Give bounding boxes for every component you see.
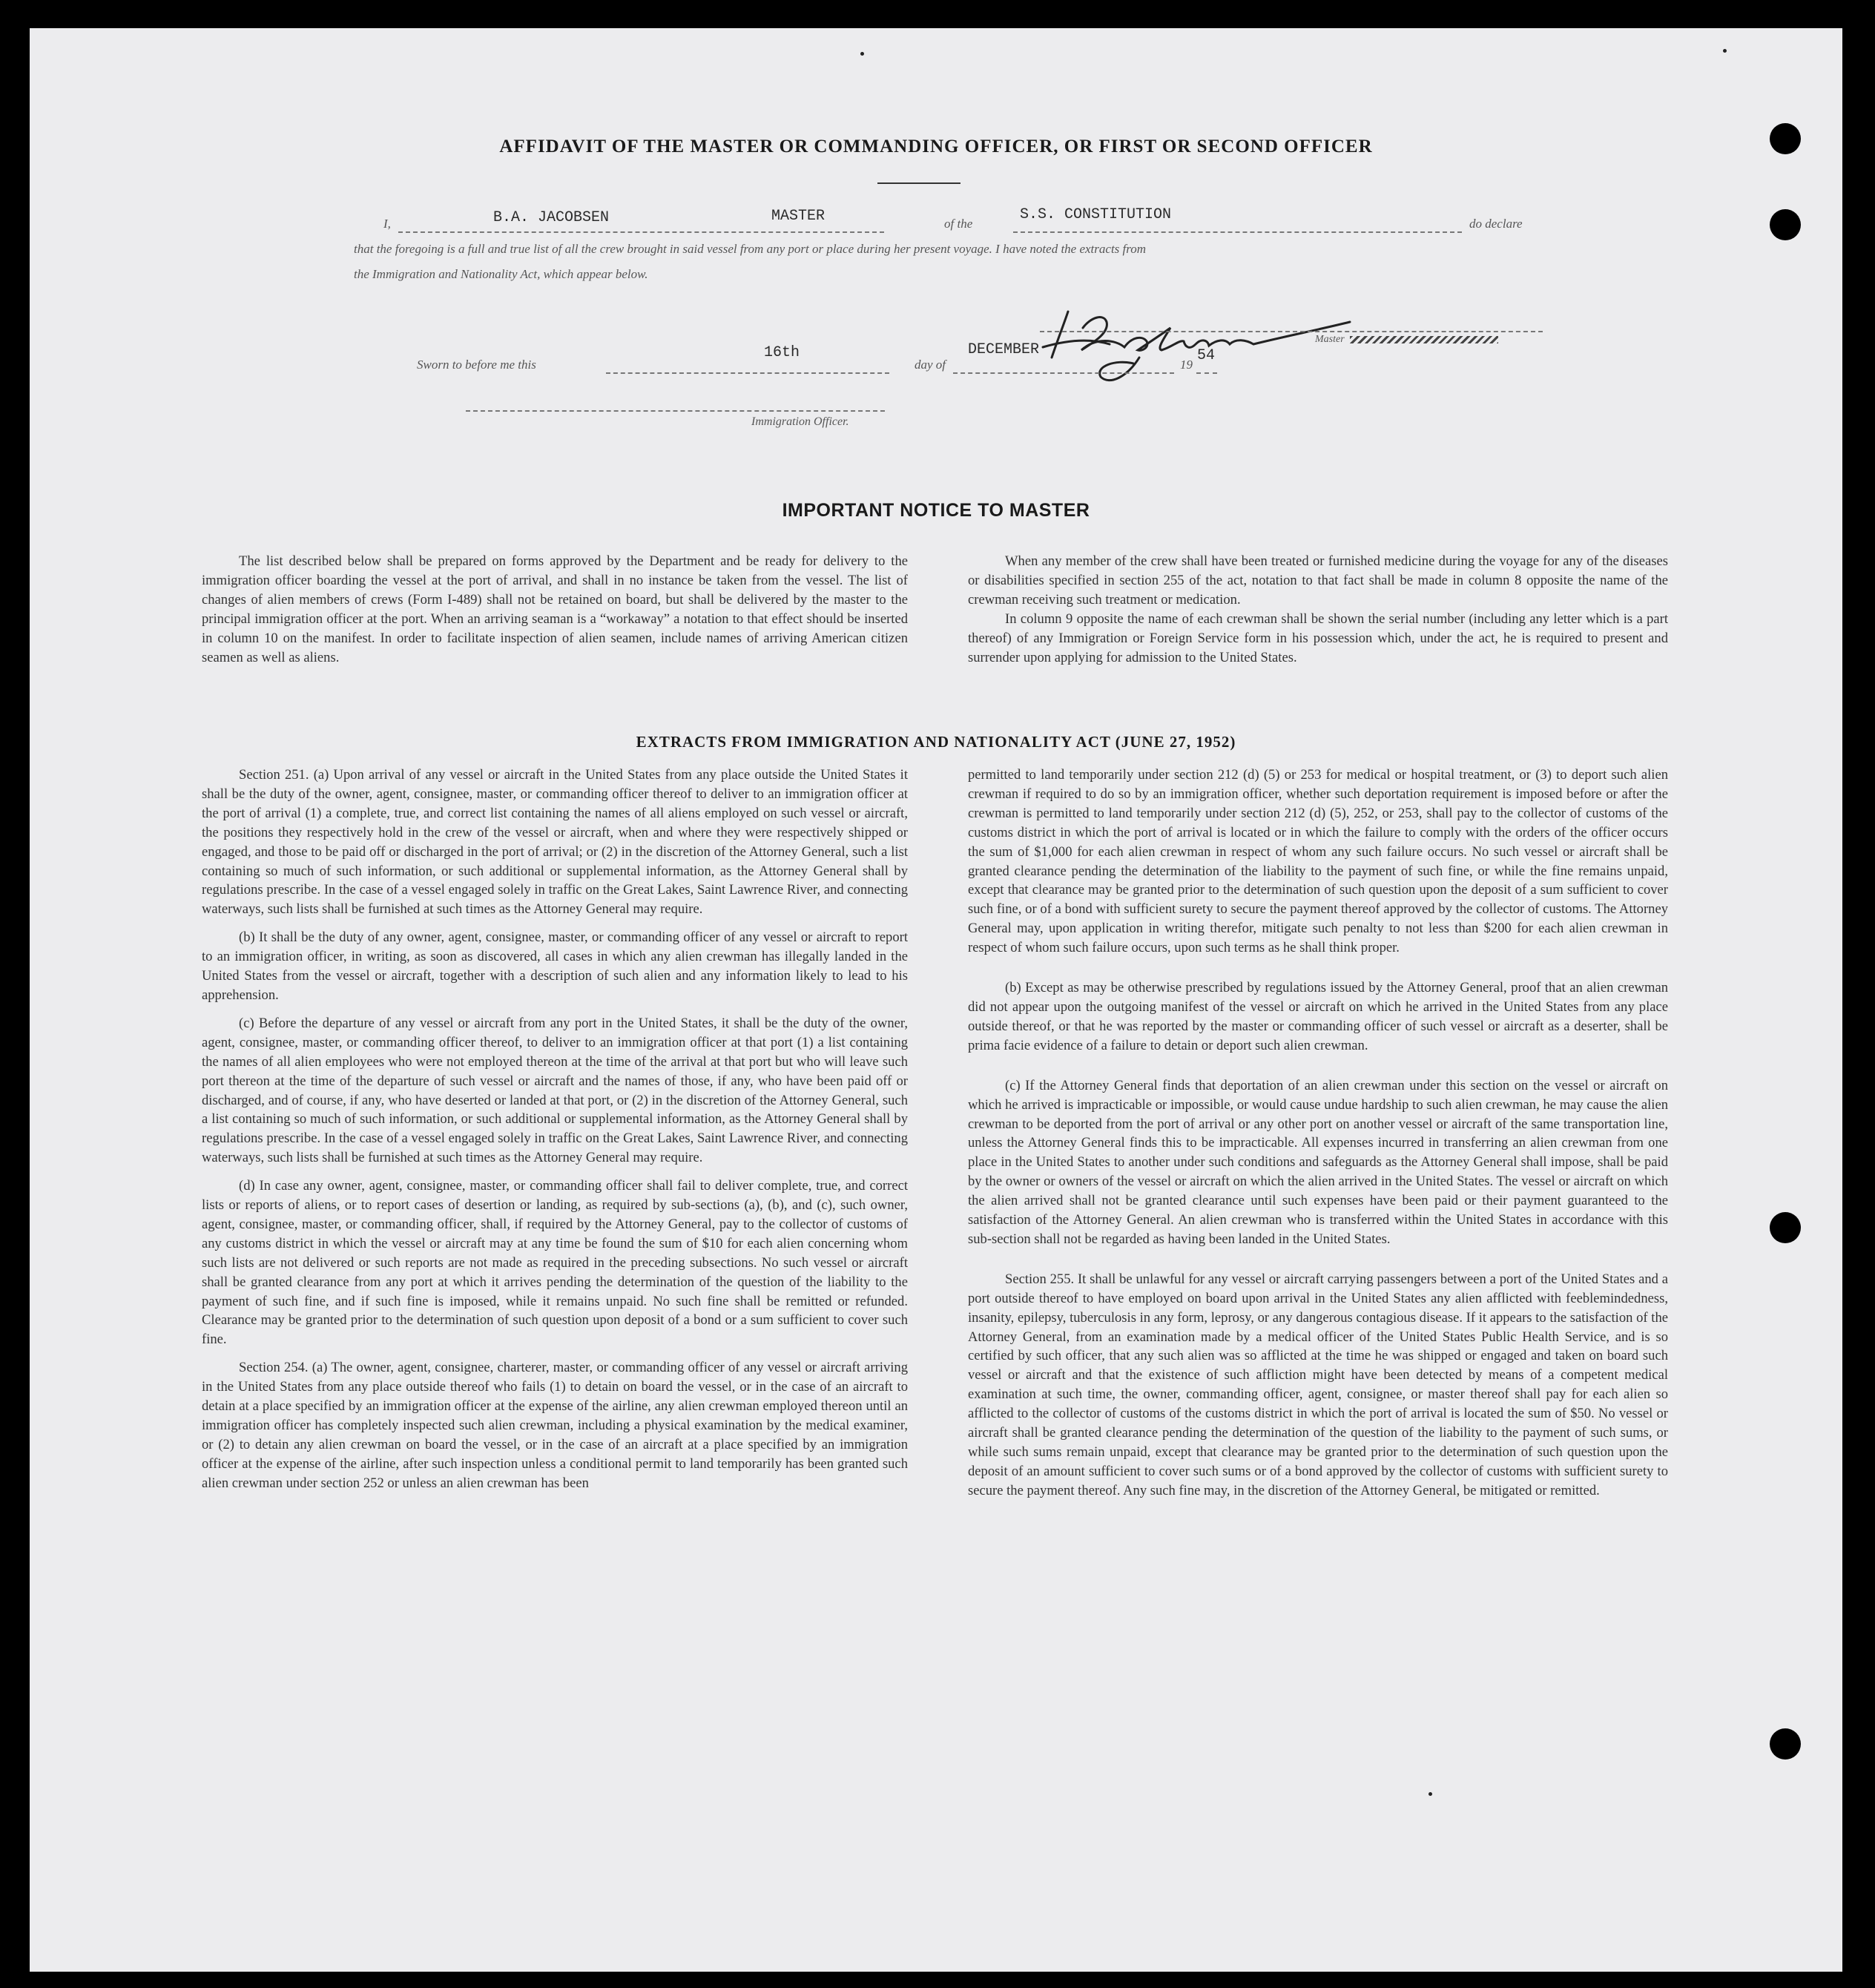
year-field: 54 <box>1197 347 1216 364</box>
notice-left-column <box>202 552 908 667</box>
punch-hole-upper <box>1770 209 1801 240</box>
notice-right-column <box>968 552 1668 667</box>
speck <box>860 52 864 56</box>
extract-paragraph: (c) If the Attorney General finds that deportation of an alien crewman under this section on the vessel or aircraft on which he arrived is impracticable or impossible, or would cause undue hardship to such alien crewman, he may cause the alien crewman to be deported from the port of arrival or any other port on another vessel or aircraft of the same transportation line, unless the Attorney General finds this to be impracticable. All expenses incurred in transferring an alien crewman from one place in the United States to another under such conditions and safeguards as the Attorney General shall impose, shall be paid by the owner or owners of the vessel or aircraft on which the alien arrived in the United States. The vessel or aircraft on which the alien arrived shall not be granted clearance until such expenses have been paid or their payment guaranteed to the satisfaction of the Attorney General. An alien crewman who is transferred within the United States in accordance with this sub-section shall not be regarded as having been landed in the United States. <box>968 1077 1668 1247</box>
extract-paragraph: (c) Before the departure of any vessel or aircraft from any port in the United States, it shall be the duty of the owner, agent, consignee, master, or commanding officer thereof, to deliver to an immigration officer at that port (1) a list containing the names of all alien employees who were not employed thereon at the time of the arrival at that port but who will leave such port thereon at the time of the departure of such vessel or aircraft and the names of those, if any, who have been paid off or discharged, and of course, if any, who have deserted or landed at that port, or (2) in the discretion of the Attorney General, such a list containing so much of such information, or such additional or supplemental information, as the Attorney General shall by regulations prescribe. In the case of a vessel engaged solely in traffic on the Great Lakes, Saint Lawrence River, and connecting waterways, such lists shall be furnished at such times as the Attorney General may require. <box>202 1015 908 1166</box>
speck <box>1723 49 1727 53</box>
document-page <box>30 28 1842 1972</box>
day-of-label: day of <box>915 358 946 372</box>
notice-left-paragraph: The list described below shall be prepared on forms approved by the Department and be ready for delivery to the immigration officer boarding the vessel at the port of arrival, and shall in no instance be taken from the vessel. The list of changes of alien members of crews (Form I-489) shall not be retained on board, but shall be delivered by the master to the principal immigration officer at the port. When an arriving seaman is a “workaway” a notation to that effect should be inserted in column 10 on the manifest. In order to facilitate inspection of alien seamen, include names of arriving American citizen seamen as well as aliens. <box>202 553 908 665</box>
extracts-title: EXTRACTS FROM IMMIGRATION AND NATIONALITY ACT (JUNE 27, 1952) <box>636 733 1236 751</box>
notice-title: IMPORTANT NOTICE TO MASTER <box>782 500 1090 521</box>
i-label: I, <box>383 217 391 231</box>
punch-hole-bottom <box>1770 1728 1801 1760</box>
master-label-text: Master <box>1315 334 1345 345</box>
vessel-name-field: S.S. CONSTITUTION <box>1020 206 1172 223</box>
month-field: DECEMBER <box>968 341 1040 358</box>
title-divider <box>877 182 960 184</box>
sworn-label: Sworn to before me this <box>417 358 536 372</box>
extract-paragraph: (d) In case any owner, agent, consignee, master, or commanding officer shall fail to deliver complete, true, and correct lists or reports of aliens, or to report cases of desertion or landing, as required by sub-sections (a), (b), and (c), such owner, agent, consignee, master, or commanding officer, shall, if required by the Attorney General, pay to the collector of customs of any customs district in which the vessel or aircraft may at any time be found the sum of $10 for each alien concerning whom such lists are not delivered or such reports are not made as required in the preceding subsections. No such vessel or aircraft shall be granted clearance from any port at which it arrives pending the determination of the question of the liability to the payment of such fine, and if such fine is imposed, while it remains unpaid. No such fine shall be remitted or refunded. Clearance may be granted prior to the determination of such question upon deposit of a bond or a sum sufficient to cover such fine. <box>202 1178 908 1348</box>
master-signature <box>1038 295 1454 407</box>
of-the-label: of the <box>944 217 973 231</box>
rank-field: MASTER <box>771 208 826 225</box>
extract-paragraph: (b) Except as may be otherwise prescribed by regulations issued by the Attorney General, proof that an alien crewman did not appear upon the outgoing manifest of the vessel or aircraft on which he arrived in the United States from any place outside thereof, or that he was reported by the master or commanding officer of such vessel or aircraft as a deserter, shall be prima facie evidence of a failure to detain or deport such alien crewman. <box>968 980 1668 1053</box>
extracts-right-column <box>968 766 1668 1501</box>
sworn-line <box>354 341 1549 381</box>
day-underline <box>606 372 889 374</box>
notice-right-paragraph-1: When any member of the crew shall have been treated or furnished medicine during the voyage for any of the diseases or disabilities specified in section 255 of the act, notation to that fact shall be made in column 8 opposite the name of the crewman receiving such treatment or medication. <box>968 553 1668 608</box>
vessel-underline <box>1013 231 1462 233</box>
month-underline <box>953 372 1174 374</box>
do-declare-label: do declare <box>1469 217 1523 231</box>
officer-label: Immigration Officer. <box>751 415 849 428</box>
affidavit-title: AFFIDAVIT OF THE MASTER OR COMMANDING OFFICER, OR FIRST OR SECOND OFFICER <box>499 136 1373 157</box>
officer-signature-underline <box>466 410 885 412</box>
extracts-left-column <box>202 766 908 1493</box>
extract-paragraph: (b) It shall be the duty of any owner, agent, consignee, master, or commanding officer of any vessel or aircraft to report to an immigration officer, in writing, as soon as discovered, all cases in which any alien crewman has illegally landed in the United States from the vessel or aircraft, together with a description of such alien and any information likely to lead to his apprehension. <box>202 929 908 1003</box>
master-label <box>1315 334 1498 346</box>
declaration-statement-1: that the foregoing is a full and true list of all the crew brought in said vessel from any port or place during her present voyage. I have noted the extracts from <box>354 242 1147 256</box>
signature-underline <box>1040 331 1543 332</box>
declaration-line <box>354 206 1549 243</box>
extract-paragraph: Section 251. (a) Upon arrival of any vessel or aircraft in the United States from any place outside the United States it shall be the duty of the owner, agent, consignee, master, or commanding officer thereof to deliver to an immigration officer at the port of arrival (1) a complete, true, and correct list containing the names of all aliens employed on such vessel or aircraft, the positions they respectively hold in the crew of the vessel or aircraft, when and where they were respectively shipped or engaged, and those to be paid off or discharged in the port of arrival; or (2) in the discretion of the Attorney General, such a list containing so much of such information, or such additional or supplemental information, as the Attorney General shall by regulations prescribe. In the case of a vessel engaged solely in traffic on the Great Lakes, Saint Lawrence River, and connecting waterways, such lists shall be furnished at such times as the Attorney General may require. <box>202 767 908 918</box>
extract-paragraph: Section 254. (a) The owner, agent, consignee, charterer, master, or commanding officer of any vessel or aircraft arriving in the United States from any place outside thereof who fails (1) to detain on board the vessel, or in the case of an aircraft to detain at a place specified by an immigration officer at the expense of the airline, any alien crewman employed thereon until an immigration officer has completely inspected such alien crewman, including a physical examination by the medical examiner, or (2) to detain any alien crewman on board the vessel, or in the case of an aircraft at a place specified by an immigration officer at the expense of the airline, after such inspection unless a conditional permit to land temporarily has been granted such alien crewman under section 252 or unless an alien crewman has been <box>202 1360 908 1491</box>
extract-paragraph: permitted to land temporarily under section 212 (d) (5) or 253 for medical or hospital treatment, or (3) to deport such alien crewman if required to do so by an immigration officer, whether such deportation requirement is imposed before or after the crewman is permitted to land temporarily under section 212 (d) (5), 252, or 253, shall pay to the collector of customs of the customs district in which the port of arrival is located or in which the failure to comply with the orders of the officer occurs the sum of $1,000 for each alien crewman in respect of whom any such failure occurs. No such vessel or aircraft shall be granted clearance pending the determination of the liability to the payment of such fine, or while the fine remains unpaid, except that clearance may be granted prior to the determination of such question upon the deposit of a sum sufficient to cover such fine, or of a bond with sufficient surety to secure the payment thereof approved by the collector of customs. The Attorney General may, upon application in writing therefor, mitigate such penalty to not less than $200 for each alien crewman in respect of whom such failure occurs, upon such terms as he shall think proper. <box>968 767 1668 956</box>
speck <box>1429 1792 1432 1796</box>
notice-right-paragraph-2: In column 9 opposite the name of each crewman shall be shown the serial number (including any letter which is a part thereof) of any Immigration or Foreign Service form in his possession which, under the act, he is required to present and surrender upon applying for admission to the United States. <box>968 610 1668 665</box>
punch-hole-middle <box>1770 1212 1801 1243</box>
master-name-field: B.A. JACOBSEN <box>493 209 610 226</box>
name-underline <box>398 231 884 233</box>
year-underline <box>1196 372 1217 374</box>
day-field: 16th <box>764 344 800 361</box>
struck-out-title <box>1350 336 1498 343</box>
extract-paragraph: Section 255. It shall be unlawful for any vessel or aircraft carrying passengers between a port of the United States and a port outside thereof to have employed on board upon arrival in the United States any alien afflicted with feeblemindedness, insanity, epilepsy, tuberculosis in any form, leprosy, or any dangerous contagious disease. If it appears to the satisfaction of the Attorney General, from an examination made by a medical officer of the United States Public Health Service, and is so certified by such officer, that any such alien was so afflicted at the time he was shipped or engaged and taken on board such vessel or aircraft and that the existence of such affliction might have been detected by means of a competent medical examination at such time, the owner, commanding officer, agent, consignee, or master thereof shall pay for each alien so afflicted to the collector of customs of the customs district in which the port of arrival is located the sum of $50. No vessel or aircraft shall be granted clearance pending the determination of the question of the liability to the payment of such sums, or while such sums remain unpaid, except that clearance may be granted prior to the determination of such question upon the deposit of an amount sufficient to cover such sums or of a bond approved by the collector of customs with sufficient surety to secure the payment thereof. Any such fine may, in the discretion of the Attorney General, be mitigated or remitted. <box>968 1271 1668 1498</box>
declaration-statement-2: the Immigration and Nationality Act, which appear below. <box>354 267 648 281</box>
year-prefix: 19 <box>1180 358 1193 372</box>
